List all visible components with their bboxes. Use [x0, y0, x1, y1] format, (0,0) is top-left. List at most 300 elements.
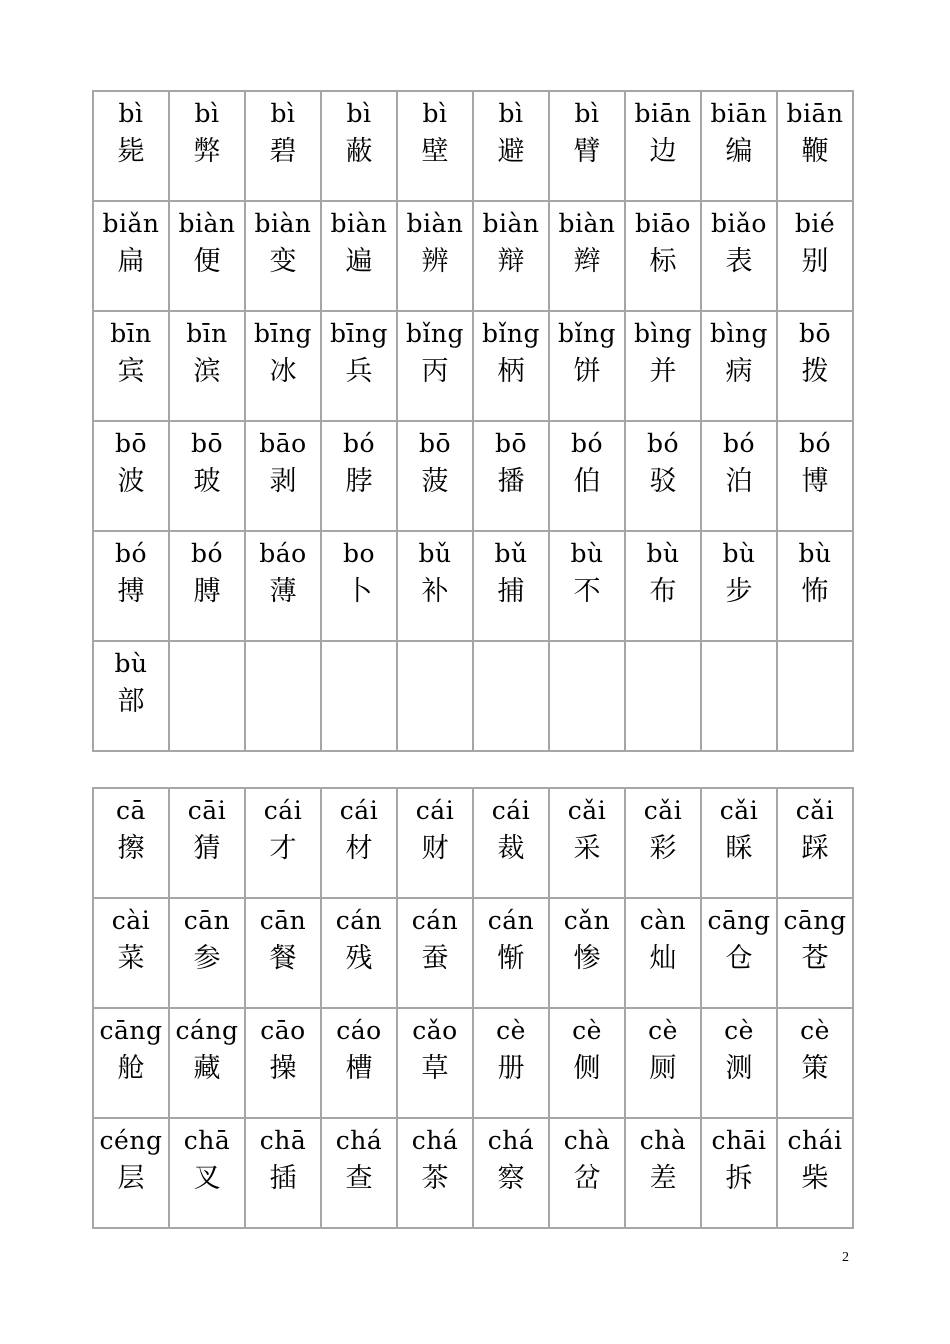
hanzi-character: 岔	[573, 1163, 601, 1194]
hanzi-character: 仓	[725, 943, 753, 974]
hanzi-character: 菠	[421, 466, 449, 497]
grid-row	[93, 641, 853, 751]
hanzi-character: 裁	[497, 833, 525, 864]
pinyin-label	[550, 649, 624, 679]
character-cell	[169, 788, 245, 898]
hanzi-character: 别	[801, 246, 829, 277]
character-cell	[701, 531, 777, 641]
character-cell	[625, 898, 701, 1008]
hanzi-character: 壁	[421, 136, 449, 167]
hanzi-character: 碧	[269, 136, 297, 167]
hanzi-character: 病	[725, 356, 753, 387]
pinyin-label: cāo	[260, 1016, 306, 1045]
pinyin-label: biàn	[254, 209, 312, 238]
hanzi-character: 薄	[269, 576, 297, 607]
pinyin-label: biàn	[558, 209, 616, 238]
character-cell	[397, 311, 473, 421]
character-cell	[625, 788, 701, 898]
hanzi-character: 擦	[117, 833, 145, 864]
hanzi-character: 拆	[725, 1163, 753, 1194]
pinyin-label: cān	[183, 906, 231, 935]
pinyin-label: bāo	[259, 429, 307, 458]
character-cell	[397, 201, 473, 311]
pinyin-label: biàn	[178, 209, 236, 238]
hanzi-character: 层	[117, 1163, 145, 1194]
character-cell	[169, 1118, 245, 1228]
pinyin-label: biān	[634, 99, 692, 128]
hanzi-character: 滨	[193, 356, 221, 387]
hanzi-character: 怖	[801, 576, 829, 607]
hanzi-character: 部	[117, 686, 145, 717]
character-cell	[93, 1118, 169, 1228]
pinyin-label: cáo	[336, 1016, 382, 1045]
character-cell	[245, 311, 321, 421]
hanzi-character: 搏	[117, 576, 145, 607]
pinyin-label: bù	[646, 539, 680, 568]
hanzi-character: 泊	[725, 466, 753, 497]
character-cell	[93, 201, 169, 311]
character-cell	[397, 91, 473, 201]
character-cell	[549, 1008, 625, 1118]
pinyin-label: bó	[646, 429, 680, 458]
hanzi-character: 饼	[573, 356, 601, 387]
character-cell	[169, 421, 245, 531]
pinyin-label: chà	[563, 1126, 611, 1155]
character-cell	[701, 311, 777, 421]
character-cell	[473, 91, 549, 201]
pinyin-label: cǎn	[563, 906, 611, 935]
pinyin-label: biàn	[406, 209, 464, 238]
pinyin-label: bìng	[633, 319, 693, 348]
pinyin-label: cǎo	[412, 1016, 458, 1045]
hanzi-character: 弊	[193, 136, 221, 167]
character-cell	[169, 311, 245, 421]
hanzi-character: 辫	[573, 246, 601, 277]
hanzi-character: 便	[193, 246, 221, 277]
grid-row	[93, 531, 853, 641]
pinyin-label	[170, 649, 244, 679]
pinyin-label: bié	[794, 209, 836, 238]
pinyin-label: céng	[99, 1126, 163, 1155]
character-cell	[625, 311, 701, 421]
pinyin-label: bì	[118, 99, 144, 128]
character-cell	[777, 311, 853, 421]
hanzi-character: 编	[725, 136, 753, 167]
hanzi-character: 材	[345, 833, 373, 864]
character-cell	[245, 898, 321, 1008]
pinyin-label: bù	[114, 649, 148, 678]
pinyin-label: cán	[487, 906, 535, 935]
grid-row	[93, 91, 853, 201]
character-cell	[549, 201, 625, 311]
hanzi-character: 捕	[497, 576, 525, 607]
pinyin-label: chà	[639, 1126, 687, 1155]
pinyin-label: biǎn	[102, 209, 160, 238]
pinyin-label: cè	[572, 1016, 602, 1045]
character-cell	[473, 421, 549, 531]
hanzi-character: 柄	[497, 356, 525, 387]
hanzi-character: 布	[649, 576, 677, 607]
pinyin-label: cā	[116, 796, 146, 825]
pinyin-label: cè	[800, 1016, 830, 1045]
pinyin-label: chá	[411, 1126, 459, 1155]
pinyin-label: bì	[422, 99, 448, 128]
hanzi-character: 遍	[345, 246, 373, 277]
character-cell	[245, 531, 321, 641]
character-cell	[397, 421, 473, 531]
hanzi-character	[246, 684, 320, 720]
pinyin-grid-b	[92, 90, 854, 752]
pinyin-label: biāo	[635, 209, 691, 238]
pinyin-label: cǎi	[795, 796, 835, 825]
pinyin-label: bì	[194, 99, 220, 128]
pinyin-label: chā	[259, 1126, 307, 1155]
hanzi-character: 策	[801, 1053, 829, 1084]
hanzi-character: 兵	[345, 356, 373, 387]
pinyin-label: cǎi	[719, 796, 759, 825]
pinyin-label: bǔ	[494, 539, 528, 568]
hanzi-character: 蔽	[345, 136, 373, 167]
grid-row	[93, 1118, 853, 1228]
page-number: 2	[842, 1250, 849, 1265]
character-cell	[549, 788, 625, 898]
character-cell	[701, 201, 777, 311]
character-cell	[93, 531, 169, 641]
character-cell	[777, 788, 853, 898]
character-cell	[549, 1118, 625, 1228]
character-cell	[549, 311, 625, 421]
hanzi-character: 不	[573, 576, 601, 607]
character-cell	[321, 311, 397, 421]
hanzi-character: 差	[649, 1163, 677, 1194]
character-cell	[397, 1008, 473, 1118]
character-cell	[397, 898, 473, 1008]
character-cell	[777, 531, 853, 641]
character-cell	[397, 1118, 473, 1228]
pinyin-label: bǐng	[557, 319, 617, 348]
pinyin-label: cài	[111, 906, 151, 935]
character-cell	[321, 531, 397, 641]
hanzi-character: 波	[117, 466, 145, 497]
pinyin-label: cái	[339, 796, 379, 825]
character-cell	[473, 1118, 549, 1228]
pinyin-label: cè	[648, 1016, 678, 1045]
hanzi-character: 餐	[269, 943, 297, 974]
pinyin-label: bì	[498, 99, 524, 128]
pinyin-label	[778, 649, 852, 679]
grid-row	[93, 201, 853, 311]
character-cell	[169, 91, 245, 201]
hanzi-character: 玻	[193, 466, 221, 497]
hanzi-character: 操	[269, 1053, 297, 1084]
character-cell	[777, 1118, 853, 1228]
hanzi-character: 才	[269, 833, 297, 864]
hanzi-character: 插	[269, 1163, 297, 1194]
pinyin-label: chāi	[711, 1126, 767, 1155]
pinyin-label: biān	[786, 99, 844, 128]
pinyin-label: cè	[496, 1016, 526, 1045]
character-cell	[169, 898, 245, 1008]
hanzi-character: 测	[725, 1053, 753, 1084]
character-cell	[777, 201, 853, 311]
character-cell	[397, 641, 473, 751]
hanzi-character: 膊	[193, 576, 221, 607]
pinyin-label: bō	[114, 429, 148, 458]
hanzi-character: 藏	[193, 1053, 221, 1084]
character-cell	[701, 788, 777, 898]
pinyin-label: cān	[259, 906, 307, 935]
pinyin-label: bì	[270, 99, 296, 128]
character-cell	[777, 641, 853, 751]
hanzi-character: 猜	[193, 833, 221, 864]
pinyin-label: bó	[190, 539, 224, 568]
hanzi-character: 驳	[649, 466, 677, 497]
character-cell	[701, 641, 777, 751]
pinyin-label: bō	[418, 429, 452, 458]
character-cell	[93, 91, 169, 201]
hanzi-character: 扁	[117, 246, 145, 277]
pinyin-label: bó	[114, 539, 148, 568]
grid-row	[93, 311, 853, 421]
hanzi-character: 避	[497, 136, 525, 167]
character-cell	[473, 898, 549, 1008]
hanzi-character: 表	[725, 246, 753, 277]
pinyin-label: bó	[342, 429, 376, 458]
character-cell	[245, 1118, 321, 1228]
pinyin-label: bō	[798, 319, 832, 348]
hanzi-character: 查	[345, 1163, 373, 1194]
grid-row	[93, 1008, 853, 1118]
hanzi-character: 臂	[573, 136, 601, 167]
character-cell	[245, 1008, 321, 1118]
character-cell	[625, 1008, 701, 1118]
pinyin-label	[474, 649, 548, 679]
hanzi-character: 宾	[117, 356, 145, 387]
pinyin-label: chá	[335, 1126, 383, 1155]
hanzi-character: 草	[421, 1053, 449, 1084]
character-cell	[93, 421, 169, 531]
hanzi-character: 变	[269, 246, 297, 277]
hanzi-character: 补	[421, 576, 449, 607]
pinyin-label: bù	[798, 539, 832, 568]
pinyin-label	[398, 649, 472, 679]
pinyin-label: cái	[491, 796, 531, 825]
hanzi-character: 苍	[801, 943, 829, 974]
grid-row	[93, 421, 853, 531]
pinyin-label: cái	[263, 796, 303, 825]
hanzi-character	[550, 684, 624, 720]
character-cell	[473, 788, 549, 898]
pinyin-label: biǎo	[711, 209, 767, 238]
hanzi-character: 剥	[269, 466, 297, 497]
character-cell	[473, 1008, 549, 1118]
pinyin-label: bù	[570, 539, 604, 568]
character-cell	[701, 421, 777, 531]
hanzi-character: 卜	[345, 576, 373, 607]
character-cell	[777, 91, 853, 201]
character-cell	[625, 421, 701, 531]
character-cell	[321, 898, 397, 1008]
hanzi-character: 灿	[649, 943, 677, 974]
character-cell	[245, 641, 321, 751]
character-cell	[169, 201, 245, 311]
hanzi-character: 叉	[193, 1163, 221, 1194]
hanzi-character	[398, 684, 472, 720]
character-cell	[321, 641, 397, 751]
hanzi-character: 采	[573, 833, 601, 864]
grid-row	[93, 788, 853, 898]
character-cell	[473, 311, 549, 421]
character-cell	[549, 531, 625, 641]
pinyin-label: biàn	[330, 209, 388, 238]
hanzi-character: 丙	[421, 356, 449, 387]
character-cell	[169, 1008, 245, 1118]
hanzi-character: 辨	[421, 246, 449, 277]
character-cell	[321, 201, 397, 311]
hanzi-character: 残	[345, 943, 373, 974]
pinyin-label: bō	[494, 429, 528, 458]
hanzi-character	[626, 684, 700, 720]
pinyin-label: bù	[722, 539, 756, 568]
character-cell	[625, 91, 701, 201]
pinyin-label: bīng	[329, 319, 389, 348]
pinyin-label: bǐng	[481, 319, 541, 348]
character-cell	[549, 91, 625, 201]
hanzi-character: 标	[649, 246, 677, 277]
pinyin-label: bō	[190, 429, 224, 458]
character-cell	[777, 898, 853, 1008]
hanzi-character: 伯	[573, 466, 601, 497]
character-cell	[93, 311, 169, 421]
character-cell	[625, 641, 701, 751]
pinyin-label: bīng	[253, 319, 313, 348]
hanzi-character: 步	[725, 576, 753, 607]
hanzi-character	[322, 684, 396, 720]
character-cell	[321, 788, 397, 898]
hanzi-character: 册	[497, 1053, 525, 1084]
pinyin-label: bǐng	[405, 319, 465, 348]
hanzi-character	[170, 684, 244, 720]
character-cell	[549, 421, 625, 531]
pinyin-label: cán	[335, 906, 383, 935]
character-cell	[473, 531, 549, 641]
pinyin-label: cán	[411, 906, 459, 935]
pinyin-label: bo	[342, 539, 376, 568]
pinyin-label: chái	[787, 1126, 843, 1155]
character-cell	[321, 1008, 397, 1118]
hanzi-character: 毙	[117, 136, 145, 167]
character-cell	[549, 641, 625, 751]
hanzi-character: 踩	[801, 833, 829, 864]
character-cell	[701, 1118, 777, 1228]
hanzi-character: 蚕	[421, 943, 449, 974]
pinyin-label: bīn	[110, 319, 152, 348]
hanzi-character: 察	[497, 1163, 525, 1194]
character-cell	[93, 898, 169, 1008]
pinyin-label: bó	[570, 429, 604, 458]
hanzi-character: 睬	[725, 833, 753, 864]
hanzi-character: 茶	[421, 1163, 449, 1194]
hanzi-character: 彩	[649, 833, 677, 864]
pinyin-label: cǎi	[643, 796, 683, 825]
character-cell	[93, 641, 169, 751]
pinyin-label: cāi	[187, 796, 227, 825]
hanzi-character: 并	[649, 356, 677, 387]
hanzi-character: 惭	[497, 943, 525, 974]
pinyin-label	[322, 649, 396, 679]
character-cell	[245, 201, 321, 311]
pinyin-label: bǔ	[418, 539, 452, 568]
pinyin-label: biān	[710, 99, 768, 128]
character-cell	[321, 421, 397, 531]
pinyin-label: bīn	[186, 319, 228, 348]
pinyin-label: chā	[183, 1126, 231, 1155]
character-cell	[701, 898, 777, 1008]
character-cell	[93, 788, 169, 898]
pinyin-label: biàn	[482, 209, 540, 238]
character-cell	[473, 641, 549, 751]
character-cell	[245, 788, 321, 898]
pinyin-label: cāng	[707, 906, 771, 935]
character-cell	[321, 1118, 397, 1228]
character-cell	[701, 1008, 777, 1118]
hanzi-character: 辩	[497, 246, 525, 277]
hanzi-character: 舱	[117, 1053, 145, 1084]
hanzi-character	[702, 684, 776, 720]
character-cell	[93, 1008, 169, 1118]
character-cell	[625, 201, 701, 311]
hanzi-character: 播	[497, 466, 525, 497]
character-cell	[397, 531, 473, 641]
character-cell	[169, 641, 245, 751]
pinyin-label: cái	[415, 796, 455, 825]
hanzi-character	[778, 684, 852, 720]
character-cell	[777, 1008, 853, 1118]
pinyin-grid-c	[92, 787, 854, 1229]
hanzi-character: 侧	[573, 1053, 601, 1084]
hanzi-character: 厕	[649, 1053, 677, 1084]
pinyin-label: cè	[724, 1016, 754, 1045]
hanzi-character: 鞭	[801, 136, 829, 167]
pinyin-label: báo	[259, 539, 307, 568]
pinyin-label: bìng	[709, 319, 769, 348]
pinyin-label: càn	[639, 906, 687, 935]
pinyin-label: bì	[346, 99, 372, 128]
character-cell	[701, 91, 777, 201]
character-cell	[777, 421, 853, 531]
hanzi-character: 参	[193, 943, 221, 974]
pinyin-label: chá	[487, 1126, 535, 1155]
pinyin-label: bì	[574, 99, 600, 128]
pinyin-label	[626, 649, 700, 679]
hanzi-character: 脖	[345, 466, 373, 497]
character-cell	[549, 898, 625, 1008]
hanzi-character: 博	[801, 466, 829, 497]
pinyin-label: bó	[722, 429, 756, 458]
character-cell	[169, 531, 245, 641]
hanzi-character	[474, 684, 548, 720]
hanzi-character: 财	[421, 833, 449, 864]
character-cell	[245, 91, 321, 201]
hanzi-character: 边	[649, 136, 677, 167]
hanzi-character: 惨	[573, 943, 601, 974]
hanzi-character: 菜	[117, 943, 145, 974]
pinyin-label: bó	[798, 429, 832, 458]
pinyin-label	[246, 649, 320, 679]
character-cell	[473, 201, 549, 311]
hanzi-character: 柴	[801, 1163, 829, 1194]
hanzi-character: 槽	[345, 1053, 373, 1084]
